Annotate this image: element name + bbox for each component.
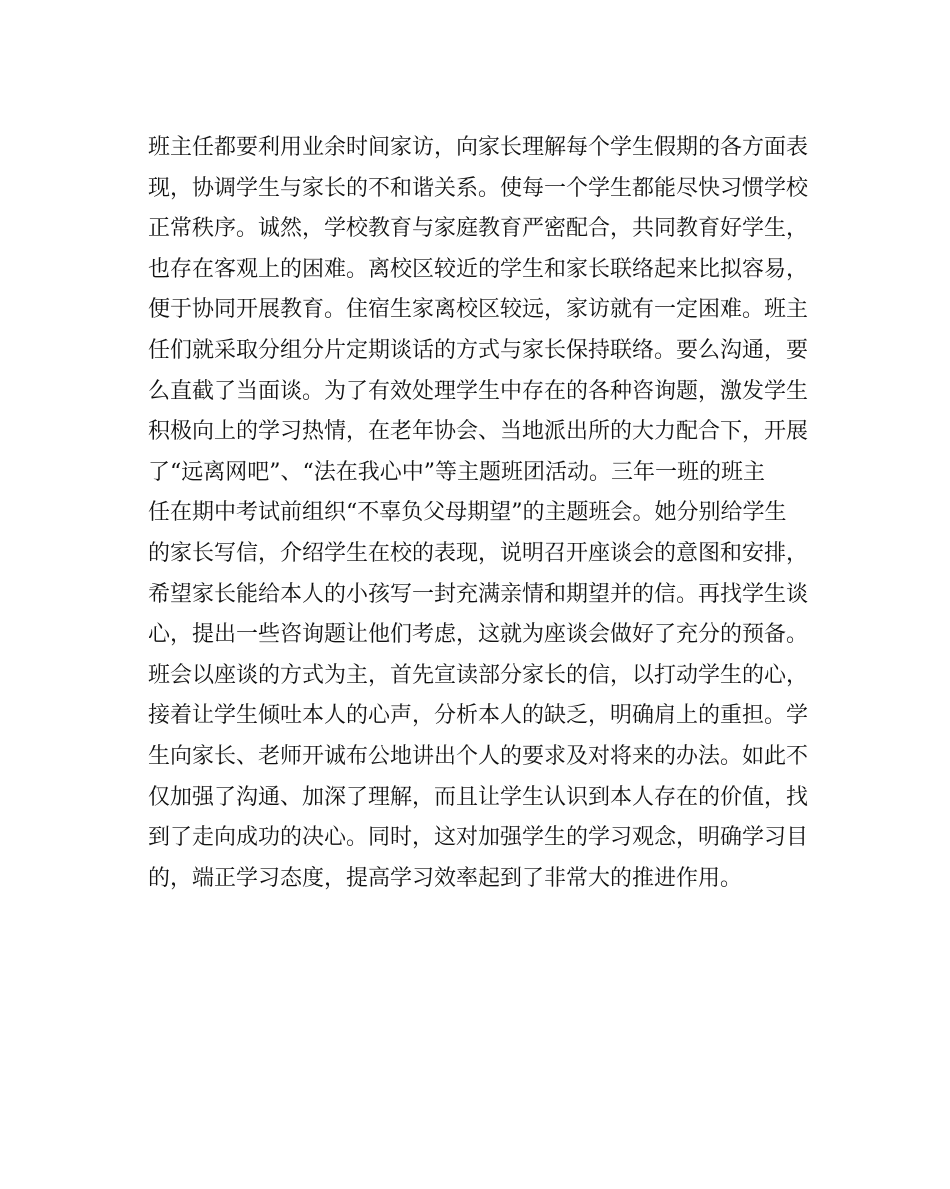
text-line: 生向家长、老师开诚布公地讲出个人的要求及对将来的办法。如此不 <box>148 743 809 769</box>
text-line: 的，端正学习态度，提高学习效率起到了非常大的推进作用。 <box>148 865 743 891</box>
text-line: 的家长写信，介绍学生在校的表现，说明召开座谈会的意图和安排， <box>148 540 809 566</box>
text-line: 么直截了当面谈。为了有效处理学生中存在的各种咨询题，激发学生 <box>148 378 809 404</box>
text-line: 正常秩序。诚然，学校教育与家庭教育严密配合，共同教育好学生， <box>148 216 809 242</box>
body-paragraph <box>148 128 828 899</box>
text-line: 希望家长能给本人的小孩写一封充满亲情和期望并的信。再找学生谈 <box>148 581 809 607</box>
text-line: 任们就采取分组分片定期谈话的方式与家长保持联络。要么沟通，要 <box>148 337 809 363</box>
text-line: 接着让学生倾吐本人的心声，分析本人的缺乏，明确肩上的重担。学 <box>148 703 809 729</box>
text-line: 便于协同开展教育。住宿生家离校区较远，家访就有一定困难。班主 <box>148 297 809 323</box>
text-line: 积极向上的学习热情，在老年协会、当地派出所的大力配合下，开展 <box>148 419 809 445</box>
text-line: 心，提出一些咨询题让他们考虑，这就为座谈会做好了充分的预备。 <box>148 622 809 648</box>
text-line: 了“远离网吧”、“法在我心中”等主题班团活动。三年一班的班主 <box>148 459 765 485</box>
text-line: 班会以座谈的方式为主，首先宣读部分家长的信，以打动学生的心， <box>148 662 809 688</box>
text-line: 现，协调学生与家长的不和谐关系。使每一个学生都能尽快习惯学校 <box>148 175 809 201</box>
text-line: 到了走向成功的决心。同时，这对加强学生的学习观念，明确学习目 <box>148 825 809 851</box>
text-line: 仅加强了沟通、加深了理解，而且让学生认识到本人存在的价值，找 <box>148 784 809 810</box>
text-line: 也存在客观上的困难。离校区较近的学生和家长联络起来比拟容易， <box>148 256 809 282</box>
text-line: 班主任都要利用业余时间家访，向家长理解每个学生假期的各方面表 <box>148 135 809 160</box>
text-line: 任在期中考试前组织“不辜负父母期望”的主题班会。她分别给学生 <box>148 500 787 526</box>
